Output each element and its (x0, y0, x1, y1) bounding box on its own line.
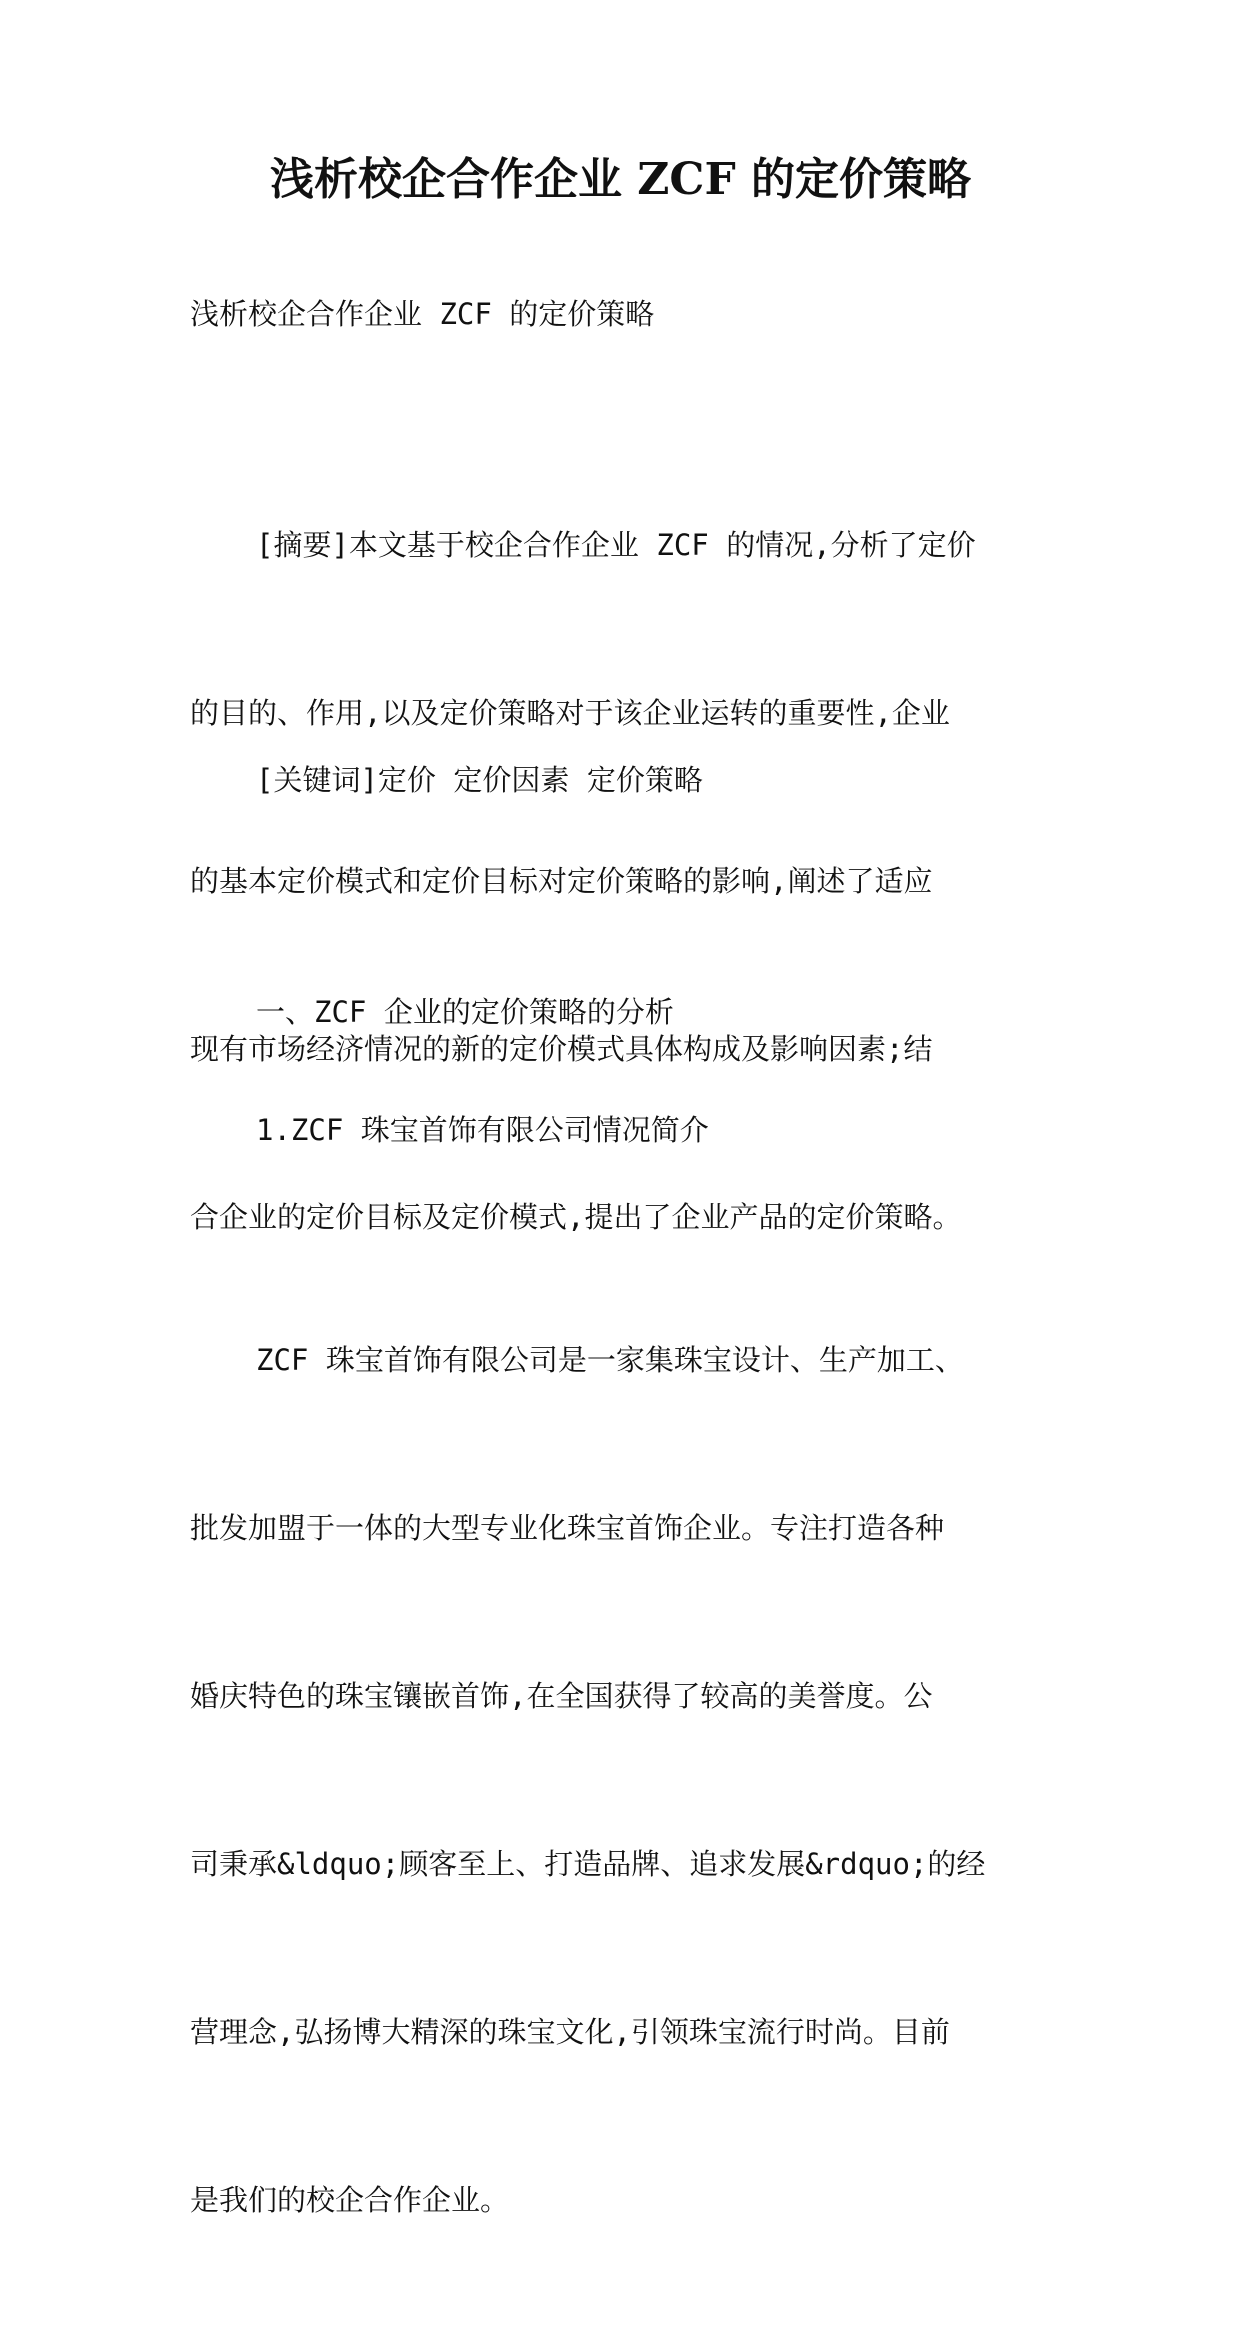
section-heading: 一、ZCF 企业的定价策略的分析 (256, 995, 674, 1029)
body-line: 是我们的校企合作企业。 (190, 2183, 510, 2217)
keywords-line: [关键词]定价 定价因素 定价策略 (256, 763, 703, 797)
abstract-line: 合企业的定价目标及定价模式,提出了企业产品的定价策略。 (190, 1200, 962, 1234)
abstract-line: 的目的、作用,以及定价策略对于该企业运转的重要性,企业 (190, 696, 950, 730)
abstract-line: 现有市场经济情况的新的定价模式具体构成及影响因素;结 (190, 1032, 933, 1066)
body-line: ZCF 珠宝首饰有限公司是一家集珠宝设计、生产加工、 (256, 1343, 964, 1377)
abstract-paragraph (190, 405, 1060, 1357)
abstract-line: 的基本定价模式和定价目标对定价策略的影响,阐述了适应 (190, 864, 933, 898)
abstract-line: [摘要]本文基于校企合作企业 ZCF 的情况,分析了定价 (256, 528, 976, 562)
body-line: 司秉承&ldquo;顾客至上、打造品牌、追求发展&rdquo;的经 (190, 1847, 986, 1881)
body-line: 批发加盟于一体的大型专业化珠宝首饰企业。专注打造各种 (190, 1511, 945, 1545)
body-paragraph (190, 1220, 1060, 2340)
document-subtitle: 浅析校企合作企业 ZCF 的定价策略 (190, 297, 655, 331)
body-line: 营理念,弘扬博大精深的珠宝文化,引领珠宝流行时尚。目前 (190, 2015, 950, 2049)
document-title: 浅析校企合作企业 ZCF 的定价策略 (269, 154, 971, 205)
subsection-heading: 1.ZCF 珠宝首饰有限公司情况简介 (256, 1113, 709, 1147)
body-line: 婚庆特色的珠宝镶嵌首饰,在全国获得了较高的美誉度。公 (190, 1679, 933, 1713)
